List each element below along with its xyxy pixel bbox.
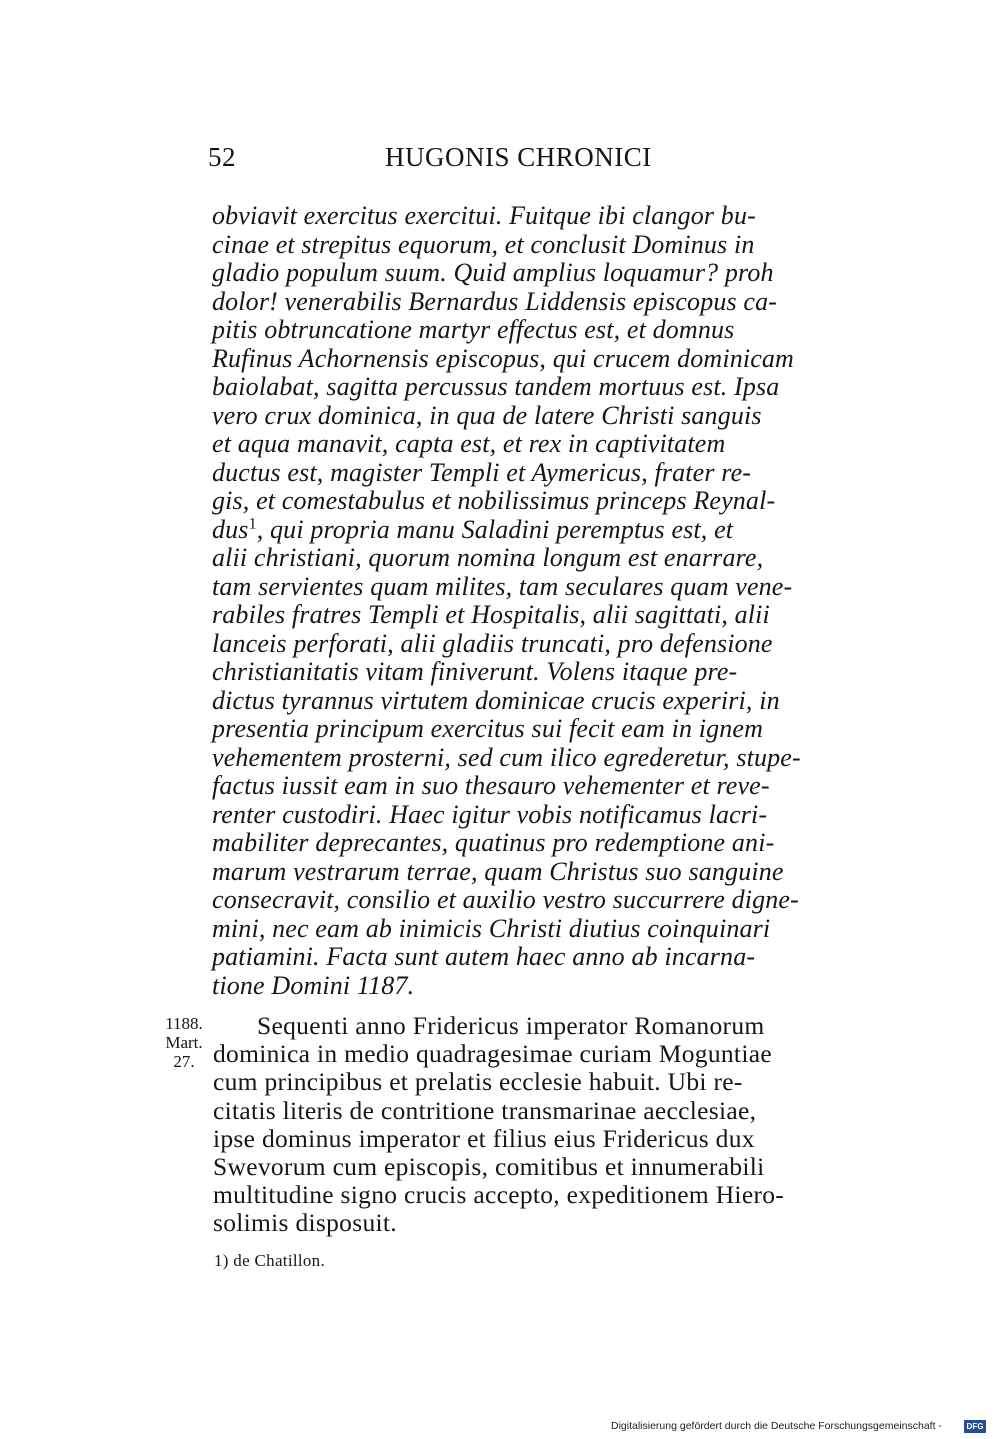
text-line: citatis literis de contritione transmarinae aecclesiae, bbox=[213, 1095, 757, 1125]
text-line: ductus est, magister Templi et Aymericus, frater re- bbox=[212, 457, 752, 487]
text-line: cum principibus et prelatis ecclesie habuit. Ubi re- bbox=[213, 1067, 743, 1097]
text-line: cinae et strepitus equorum, et conclusit Dominus in bbox=[212, 229, 755, 259]
text-line: obviavit exercitus exercitui. Fuitque ibi clangor bu- bbox=[212, 201, 756, 230]
margin-day: 27. bbox=[173, 1052, 195, 1071]
text-line: christianitatis vitam finiverunt. Volens itaque pre- bbox=[212, 657, 738, 686]
dfg-logo: DFG bbox=[964, 1420, 986, 1433]
text-line: vehementem prosterni, sed cum ilico egrederetur, stupe- bbox=[212, 742, 801, 772]
page-number: 52 bbox=[208, 142, 236, 172]
margin-date-note bbox=[158, 1014, 210, 1071]
text-line: marum vestrarum terrae, quam Christus suo sanguine bbox=[212, 856, 784, 886]
text-line: rabiles fratres Templi et Hospitalis, alii sagittati, alii bbox=[212, 600, 770, 629]
chronicle-paragraph bbox=[213, 1012, 843, 1238]
text-line: dolor! venerabilis Bernardus Liddensis episcopus ca- bbox=[212, 286, 778, 316]
running-head: HUGONIS CHRONICI bbox=[385, 142, 652, 172]
text-line: renter custodiri. Haec igitur vobis notificamus lacri- bbox=[212, 799, 768, 829]
margin-year: 1188. bbox=[165, 1014, 203, 1033]
text-line-with-footnote-ref bbox=[212, 516, 842, 545]
text-line: Sequenti anno Fridericus imperator Romanorum bbox=[257, 1011, 765, 1040]
text-segment: dus bbox=[212, 514, 249, 544]
text-line: pitis obtruncatione martyr effectus est, et domnus bbox=[212, 315, 735, 344]
text-line: tione Domini 1187. bbox=[212, 970, 415, 1000]
margin-month: Mart. bbox=[165, 1033, 203, 1052]
text-line: Swevorum cum episcopis, comitibus et innumerabili bbox=[213, 1151, 765, 1181]
footnote: 1) de Chatillon. bbox=[214, 1251, 326, 1270]
text-line: consecravit, consilio et auxilio vestro succurrere digne- bbox=[212, 885, 799, 914]
text-line: gladio populum suum. Quid amplius loquamur? proh bbox=[212, 258, 774, 287]
text-line: dominica in medio quadragesimae curiam Moguntiae bbox=[213, 1039, 772, 1069]
text-line: dictus tyrannus virtutem dominicae crucis experiri, in bbox=[212, 685, 780, 715]
text-line: presentia principum exercitus sui fecit eam in ignem bbox=[212, 714, 764, 743]
text-line: alii christiani, quorum nomina longum est enarrare, bbox=[212, 543, 764, 572]
text-line: mabiliter deprecantes, quatinus pro redemptione ani- bbox=[212, 828, 775, 857]
italic-letter-text bbox=[212, 202, 842, 1000]
text-line: factus iussit eam in suo thesauro vehementer et reve- bbox=[212, 771, 770, 800]
text-line: et aqua manavit, capta est, et rex in captivitatem bbox=[212, 429, 726, 458]
text-line: baiolabat, sagitta percussus tandem mortuus est. Ipsa bbox=[212, 372, 780, 401]
text-line: ipse dominus imperator et filius eius Fridericus dux bbox=[213, 1123, 755, 1153]
digitization-credit: Digitalisierung gefördert durch die Deutsche Forschungsgemeinschaft - bbox=[611, 1420, 942, 1432]
text-line: solimis disposuit. bbox=[213, 1208, 397, 1238]
text-line: tam servientes quam milites, tam seculares quam vene- bbox=[212, 571, 793, 601]
text-line: Rufinus Achornensis episcopus, qui crucem dominicam bbox=[212, 343, 794, 373]
text-line: multitudine signo crucis accepto, expeditionem Hiero- bbox=[213, 1180, 785, 1210]
text-segment: , qui propria manu Saladini peremptus est, et bbox=[256, 514, 734, 544]
text-line: gis, et comestabulus et nobilissimus princeps Reynal- bbox=[212, 486, 776, 515]
text-line: patiamini. Facta sunt autem haec anno ab incarna- bbox=[212, 942, 756, 971]
text-line: mini, nec eam ab inimicis Christi diutius coinquinari bbox=[212, 913, 771, 943]
text-line: vero crux dominica, in qua de latere Christi sanguis bbox=[212, 400, 762, 430]
text-line: lanceis perforati, alii gladiis truncati, pro defensione bbox=[212, 628, 773, 658]
footnote-reference: 1 bbox=[248, 514, 257, 532]
